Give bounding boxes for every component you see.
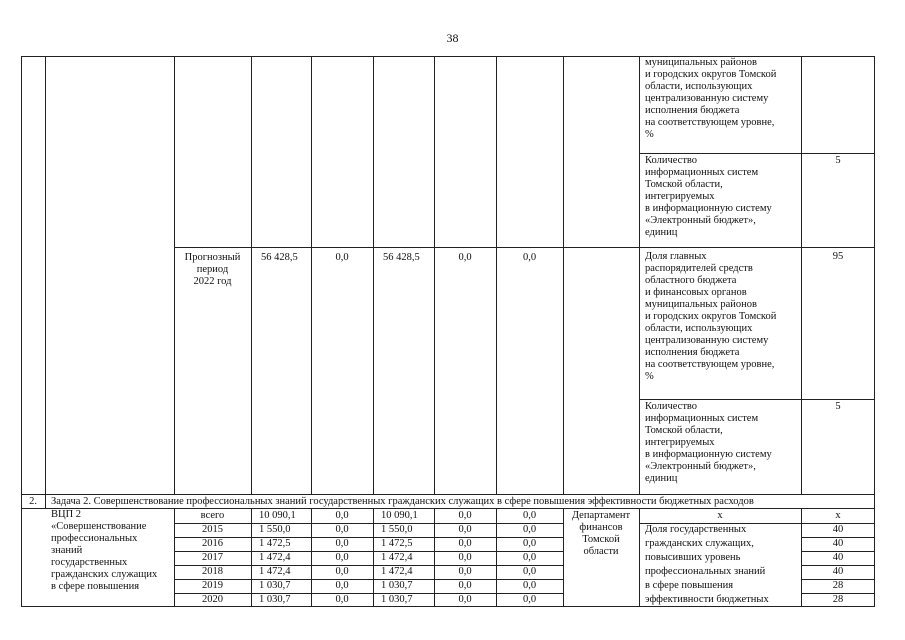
indicator-line: интегрируемых (645, 191, 715, 202)
indicator-line: Томской области, (645, 425, 723, 436)
row-year: 2016 (202, 538, 223, 549)
indicator-value: х (835, 510, 841, 521)
indicator-line: «Электронный бюджет», (645, 215, 756, 226)
indicator-value: 40 (832, 552, 844, 563)
row-year: 2017 (202, 552, 223, 563)
indicator-line: в информационную систему (645, 449, 772, 460)
vcp-line: в сфере повышения (51, 581, 140, 592)
indicator-line: централизованную систему (645, 335, 769, 346)
indicator-value: 28 (832, 580, 844, 591)
forecast-extra: 0,0 (522, 252, 537, 263)
row-local: 0,0 (458, 524, 472, 535)
indicator-line: области, использующих (645, 81, 753, 92)
row-regional: 1 472,5 (381, 538, 413, 549)
indicator-line: областного бюджета (645, 275, 737, 286)
department-line: области (583, 546, 619, 557)
indicator-line: муниципальных районов (645, 57, 757, 68)
indicator-line: информационных систем (645, 167, 759, 178)
row-local: 0,0 (458, 552, 472, 563)
indicator-value: 40 (832, 538, 844, 549)
row-total: 10 090,1 (259, 510, 296, 521)
indicator-line: % (645, 371, 654, 382)
row-extra: 0,0 (522, 580, 537, 591)
indicator-line: на соответствующем уровне, (645, 359, 775, 370)
row-extra: 0,0 (522, 510, 537, 521)
period-label: 2022 год (193, 276, 232, 287)
page-number: 38 (446, 31, 459, 45)
indicator-line: на соответствующем уровне, (645, 117, 775, 128)
forecast-local: 0,0 (458, 252, 472, 263)
indicator-line: информационных систем (645, 413, 759, 424)
row-extra: 0,0 (522, 524, 537, 535)
row-regional: 10 090,1 (381, 510, 418, 521)
indicator-line: централизованную систему (645, 93, 769, 104)
row-federal: 0,0 (335, 538, 349, 549)
vcp-line: ВЦП 2 (51, 509, 82, 520)
indicator-value: 40 (832, 566, 844, 577)
forecast-regional: 56 428,5 (383, 252, 420, 263)
row-total: 1 030,7 (259, 594, 291, 605)
indicator-value: 5 (835, 401, 841, 412)
row-extra: 0,0 (522, 566, 537, 577)
vcp-line: знаний (51, 545, 83, 556)
forecast-federal: 0,0 (335, 252, 349, 263)
row-year: 2019 (202, 580, 223, 591)
indicator-line: и городских округов Томской (645, 311, 777, 322)
task-number: 2. (29, 496, 37, 507)
indicator-line: «Электронный бюджет», (645, 461, 756, 472)
indicator-line: распорядителей средств (645, 263, 753, 274)
indicator-line: единиц (645, 227, 678, 238)
indicator-line: в сфере повышения (645, 580, 734, 591)
row-regional: 1 472,4 (381, 552, 413, 563)
vcp-line: профессиональных (51, 533, 138, 544)
indicator-line: единиц (645, 473, 678, 484)
indicator-line: профессиональных знаний (645, 566, 766, 577)
indicator-line: исполнения бюджета (645, 347, 740, 358)
task-title: Задача 2. Совершенствование профессиональных знаний государственных гражданских служащих в сфере повышения эффективности бюджетных расходов (51, 496, 754, 507)
row-total: 1 472,4 (259, 566, 291, 577)
row-local: 0,0 (458, 538, 472, 549)
row-federal: 0,0 (335, 510, 349, 521)
department-line: Департамент (571, 510, 631, 521)
department-line: финансов (579, 522, 623, 533)
row-local: 0,0 (458, 594, 472, 605)
indicator-line: Количество (645, 155, 698, 166)
period-label: период (196, 264, 229, 275)
indicator-value: 40 (832, 524, 844, 535)
indicator-line: % (645, 129, 654, 140)
indicator-line: Количество (645, 401, 698, 412)
row-extra: 0,0 (522, 538, 537, 549)
row-regional: 1 550,0 (381, 524, 413, 535)
row-federal: 0,0 (335, 524, 349, 535)
row-year: всего (200, 510, 225, 521)
indicator-x-mark: х (717, 510, 723, 521)
row-total: 1 472,5 (259, 538, 291, 549)
row-local: 0,0 (458, 510, 472, 521)
row-regional: 1 030,7 (381, 580, 413, 591)
row-total: 1 550,0 (259, 524, 291, 535)
period-label: Прогнозный (184, 252, 241, 263)
row-federal: 0,0 (335, 594, 349, 605)
row-total: 1 030,7 (259, 580, 291, 591)
indicator-line: повысивших уровень (645, 552, 741, 563)
indicator-line: Доля государственных (645, 524, 747, 535)
row-total: 1 472,4 (259, 552, 291, 563)
indicator-line: области, использующих (645, 323, 753, 334)
vcp-line: гражданских служащих (51, 569, 158, 580)
row-local: 0,0 (458, 566, 472, 577)
row-regional: 1 030,7 (381, 594, 413, 605)
indicator-value: 5 (835, 155, 841, 166)
row-federal: 0,0 (335, 566, 349, 577)
indicator-line: Доля главных (645, 251, 707, 262)
indicator-line: и городских округов Томской (645, 69, 777, 80)
vcp-line: «Совершенствование (51, 521, 147, 532)
indicator-line: и финансовых органов (645, 287, 747, 298)
indicator-line: исполнения бюджета (645, 105, 740, 116)
row-federal: 0,0 (335, 552, 349, 563)
row-year: 2018 (202, 566, 223, 577)
row-year: 2020 (202, 594, 223, 605)
indicator-value: 28 (832, 594, 844, 605)
row-year: 2015 (202, 524, 223, 535)
row-local: 0,0 (458, 580, 472, 591)
row-extra: 0,0 (522, 594, 537, 605)
indicator-line: Томской области, (645, 179, 723, 190)
indicator-line: муниципальных районов (645, 299, 757, 310)
forecast-total: 56 428,5 (261, 252, 298, 263)
department-line: Томской (582, 534, 620, 545)
row-federal: 0,0 (335, 580, 349, 591)
indicator-value: 95 (832, 251, 844, 262)
row-extra: 0,0 (522, 552, 537, 563)
indicator-line: гражданских служащих, (645, 538, 754, 549)
vcp-line: государственных (51, 557, 128, 568)
indicator-line: интегрируемых (645, 437, 715, 448)
indicator-line: эффективности бюджетных (645, 594, 769, 605)
indicator-line: в информационную систему (645, 203, 772, 214)
row-regional: 1 472,4 (381, 566, 413, 577)
